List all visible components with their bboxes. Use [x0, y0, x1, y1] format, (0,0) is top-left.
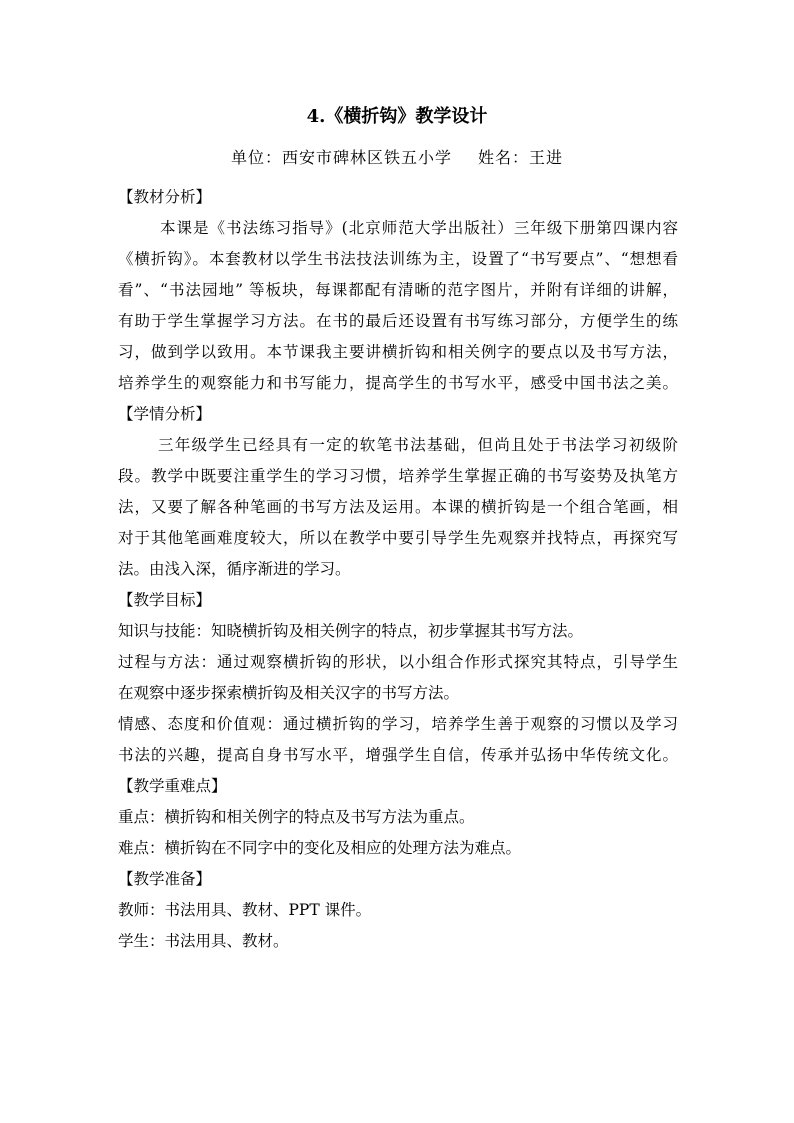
- document-title: 4.《横折钩》教学设计: [306, 106, 488, 127]
- paragraph-line: 段。教学中既要注重学生的学习习惯，培养学生掌握正确的书写姿势及执笔方: [118, 467, 678, 485]
- prep-student: 学生：书法用具、教材。: [118, 932, 289, 950]
- section-heading-goals: 【教学目标】: [118, 591, 212, 609]
- paragraph-line: 有助于学生掌握学习方法。在书的最后还设置有书写练习部分，方便学生的练: [118, 312, 678, 330]
- section-heading-students: 【学情分析】: [118, 405, 212, 423]
- author-byline: [0, 146, 794, 170]
- goal-knowledge: 知识与技能：知晓横折钩及相关例字的特点，初步掌握其书写方法。: [118, 622, 584, 640]
- section-heading-prep: 【教学准备】: [118, 870, 212, 888]
- section-heading-keypoints: 【教学重难点】: [118, 777, 227, 795]
- paragraph-line: 三年级学生已经具有一定的软笔书法基础，但尚且处于书法学习初级阶: [158, 436, 678, 454]
- goal-attitude: 情感、态度和价值观：通过横折钩的学习，培养学生善于观察的习惯以及学习: [118, 715, 678, 733]
- paragraph-line: 习，做到学以致用。本节课我主要讲横折钩和相关例字的要点以及书写方法，: [118, 343, 678, 361]
- paragraph-line: 法，又要了解各种笔画的书写方法及运用。本课的横折钩是一个组合笔画，相: [118, 498, 678, 516]
- paragraph-line: 《横折钩》。本套教材以学生书法技法训练为主，设置了“书写要点”、“想想看: [118, 250, 678, 268]
- difficult-point: 难点：横折钩在不同字中的变化及相应的处理方法为难点。: [118, 839, 522, 857]
- author-unit: 单位：西安市碑林区铁五小学: [230, 148, 452, 167]
- goal-attitude-cont: 书法的兴趣，提高自身书写水平，增强学生自信，传承并弘扬中华传统文化。: [118, 746, 678, 764]
- paragraph-line: 法。由浅入深，循序渐进的学习。: [118, 560, 351, 578]
- paragraph-line: 看”、“书法园地” 等板块，每课都配有清晰的范字图片，并附有详细的讲解，: [118, 281, 678, 299]
- prep-teacher: 教师：书法用具、教材、PPT 课件。: [118, 901, 372, 919]
- section-heading-textbook: 【教材分析】: [118, 188, 212, 206]
- paragraph-line: 本课是《书法练习指导》(北京师范大学出版社）三年级下册第四课内容: [160, 219, 678, 237]
- author-name: 姓名：王进: [478, 148, 564, 167]
- document-body: [118, 182, 678, 957]
- key-point: 重点：横折钩和相关例字的特点及书写方法为重点。: [118, 808, 475, 826]
- paragraph-line: 培养学生的观察能力和书写能力，提高学生的书写水平，感受中国书法之美。: [118, 374, 678, 392]
- goal-process: 过程与方法：通过观察横折钩的形状，以小组合作形式探究其特点，引导学生: [118, 653, 678, 671]
- paragraph-line: 对于其他笔画难度较大，所以在教学中要引导学生先观察并找特点，再探究写: [118, 529, 678, 547]
- goal-process-cont: 在观察中逐步探索横折钩及相关汉字的书写方法。: [118, 684, 460, 702]
